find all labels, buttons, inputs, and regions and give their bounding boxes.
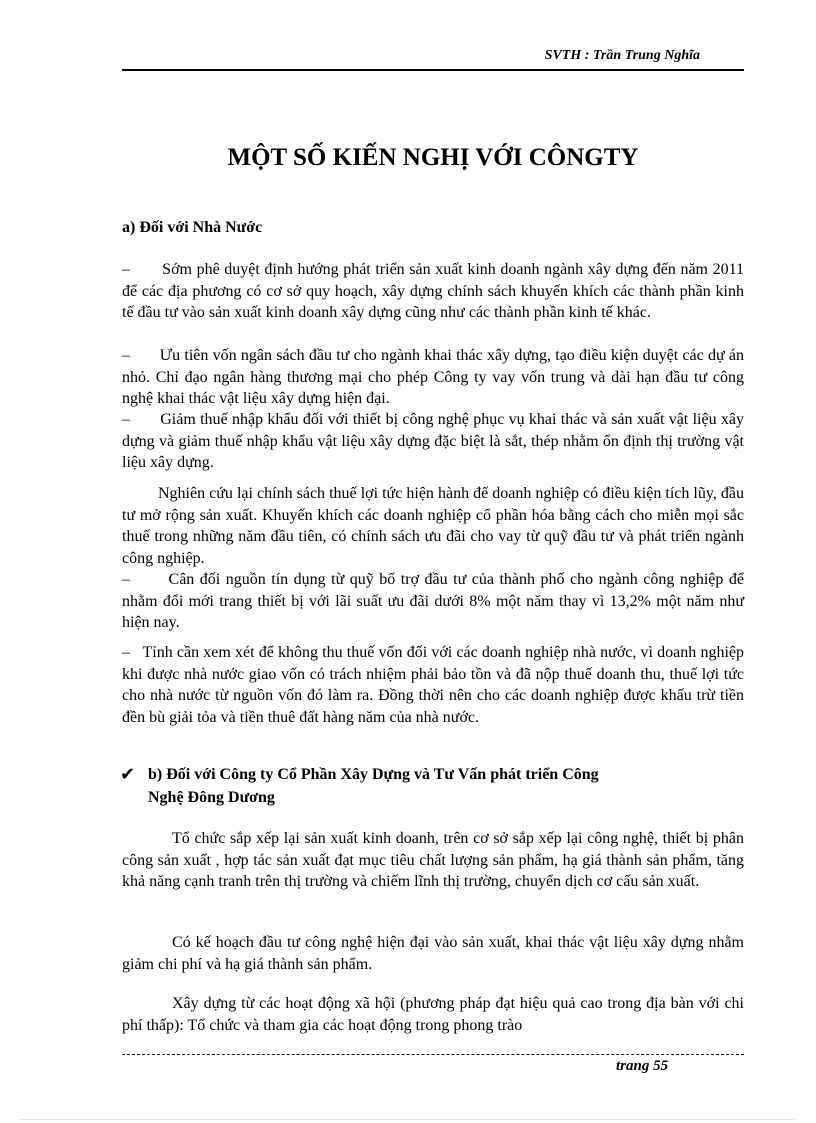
paragraph-b2: Có kế hoạch đầu tư công nghệ hiện đại vào sản xuất, khai thác vật liệu xây dựng nhằm giảm chi phí và hạ giá thành sản phẩm. bbox=[122, 934, 744, 973]
page-title: MỘT SỐ KIẾN NGHỊ VỚI CÔNGTY bbox=[227, 144, 639, 171]
author-label: SVTH : Trần Trung Nghĩa bbox=[544, 48, 700, 63]
section-b-heading-line1: b) Đối với Công ty Cổ Phần Xây Dựng và Tư Vấn phát triển Công bbox=[148, 766, 599, 783]
paragraph-a1: – Sớm phê duyệt định hướng phát triển sản xuất kinh doanh ngành xây dựng đến năm 2011 để các địa phương có cơ sở quy hoạch, xây dựng chính sách khuyến khích các thành phần kinh tế đầu tư vào sản xuất kinh doanh xây dựng cũng như các thành phần kinh tế khác. bbox=[122, 261, 744, 321]
check-icon: ✔ bbox=[120, 764, 136, 785]
paragraph-a4: Nghiên cứu lại chính sách thuế lợi tức hiện hành để doanh nghiệp có điều kiện tích lũy, đầu tư mở rộng sản xuất. Khuyến khích các doanh nghiệp cổ phần hóa bằng cách cho miễn mọi sắc thuế trong những năm đầu tiên, có chính sách ưu đãi cho vay từ quỹ đầu tư và phát triển ngành công nghiệp. bbox=[122, 485, 744, 567]
page-header bbox=[122, 48, 744, 71]
paragraph-b3: Xây dựng từ các hoạt động xã hội (phương pháp đạt hiệu quả cao trong địa bàn với chi phí thấp): Tổ chức và tham gia các hoạt động trong phong trào bbox=[122, 995, 744, 1034]
paragraph-a6: – Tỉnh cần xem xét để không thu thuế vốn đối với các doanh nghiệp nhà nước, vì doanh nghiệp khi được nhà nước giao vốn có trách nhiệm phải bảo tồn và đã nộp thuế doanh thu, thuế lợi tức cho nhà nước từ nguồn vốn đó làm ra. Đồng thời nên cho các doanh nghiệp được khấu trừ tiền đền bù giải tỏa và tiền thuê đất hàng năm của nhà nước. bbox=[122, 644, 744, 726]
section-a-heading: a) Đối với Nhà Nước bbox=[122, 219, 263, 236]
paragraph-a2: – Ưu tiên vốn ngân sách đầu tư cho ngành khai thác xây dựng, tạo điều kiện duyệt các dự án nhỏ. Chỉ đạo ngân hàng thương mại cho phép Công ty vay vốn trung và dài hạn đầu tư công nghệ khai thác vật liệu xây dựng hiện đại. bbox=[122, 347, 744, 407]
section-b-heading-line2: Nghệ Đông Dương bbox=[148, 789, 275, 806]
paragraph-a3: – Giảm thuế nhập khẩu đối với thiết bị công nghệ phục vụ khai thác và sản xuất vật liệu xây dựng và giảm thuế nhập khẩu vật liệu xây dựng đặc biệt là sắt, thép nhằm ổn định thị trường vật liệu xây dựng. bbox=[122, 411, 744, 471]
page-bottom-rule bbox=[20, 1119, 796, 1120]
paragraph-a5: – Cân đối nguồn tín dụng từ quỹ bổ trợ đầu tư của thành phố cho ngành công nghiệp để nhằm đổi mới trang thiết bị với lãi suất ưu đãi dưới 8% một năm thay vì 13,2% một năm như hiện nay. bbox=[122, 571, 744, 631]
page-number: trang 55 bbox=[616, 1058, 669, 1074]
paragraph-b1: Tổ chức sắp xếp lại sản xuất kinh doanh, trên cơ sở sắp xếp lại công nghệ, thiết bị phân công sản xuất , hợp tác sản xuất đạt mục tiêu chất lượng sản phẩm, hạ giá thành sản phẩm, tăng khả năng cạnh tranh trên thị trường và chiếm lĩnh thị trường, chuyển dịch cơ cấu sản xuất. bbox=[122, 830, 744, 890]
footer-divider bbox=[122, 1054, 744, 1055]
